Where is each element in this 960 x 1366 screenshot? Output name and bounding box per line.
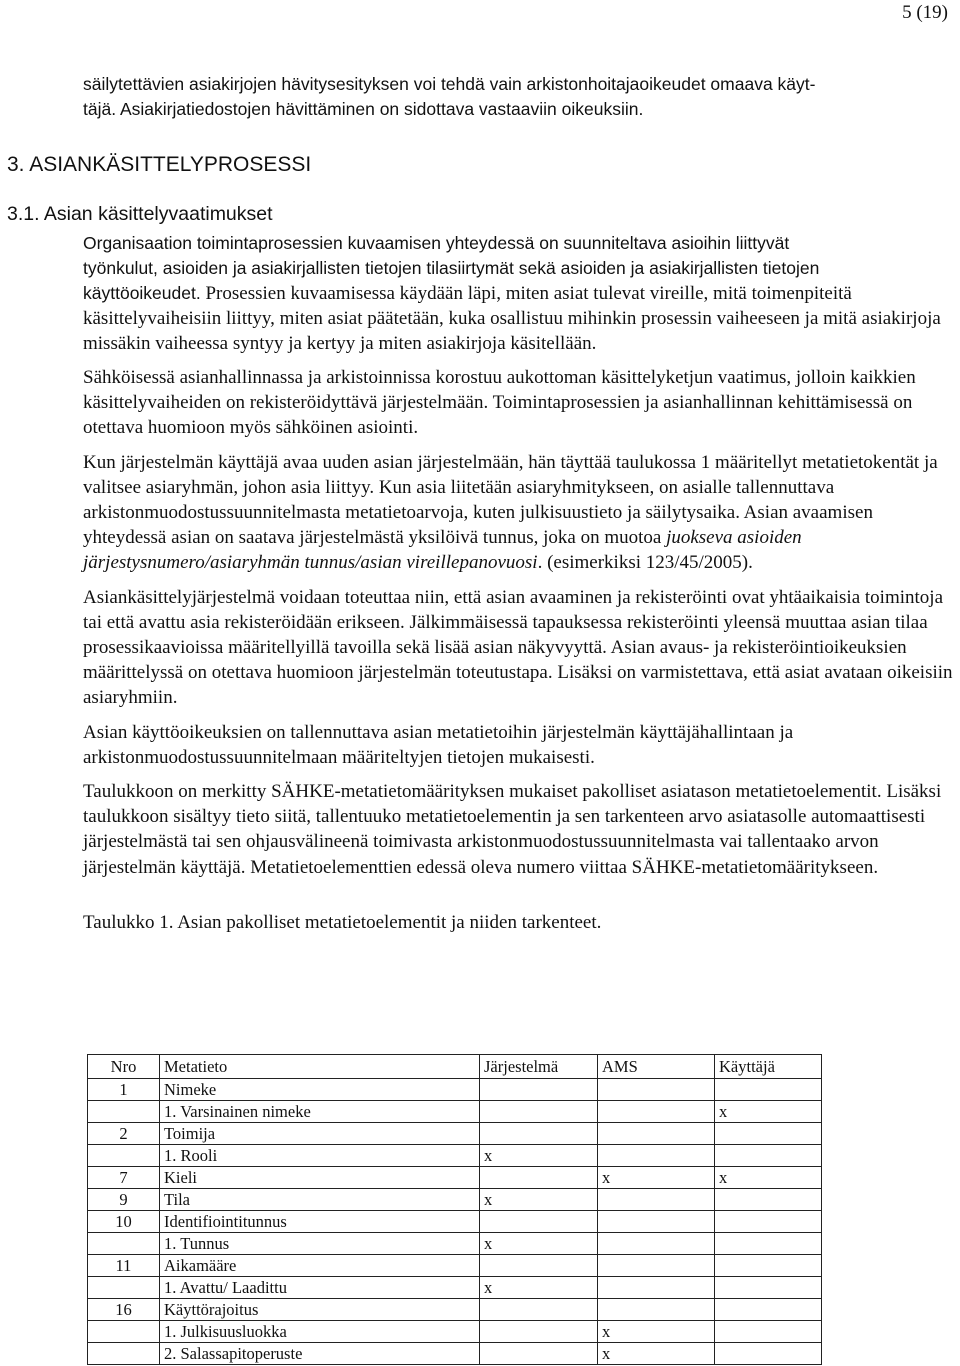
intro-line-1: säilytettävien asiakirjojen hävitysesityksen voi tehdä vain arkistonhoitajaoikeudet omaava käyt- xyxy=(83,74,816,94)
cell-metatieto: Identifiointitunnus xyxy=(160,1211,480,1233)
cell-jarjestelma xyxy=(480,1211,598,1233)
cell-jarjestelma xyxy=(480,1167,598,1189)
cell-jarjestelma xyxy=(480,1321,598,1343)
cell-kayttaja xyxy=(715,1233,822,1255)
cell-jarjestelma xyxy=(480,1343,598,1365)
cell-metatieto: Kieli xyxy=(160,1167,480,1189)
cell-ams xyxy=(598,1277,715,1299)
cell-ams xyxy=(598,1123,715,1145)
cell-nro: 10 xyxy=(88,1211,160,1233)
paragraph-1 xyxy=(83,231,953,356)
paragraph-1-line-3: käyttöoikeudet. xyxy=(83,283,201,303)
header-kayttaja: Käyttäjä xyxy=(715,1055,822,1079)
cell-metatieto: 1. Julkisuusluokka xyxy=(160,1321,480,1343)
cell-kayttaja: x xyxy=(715,1101,822,1123)
cell-kayttaja xyxy=(715,1123,822,1145)
table-row xyxy=(88,1277,822,1299)
table-row xyxy=(88,1321,822,1343)
section-heading-3: 3. ASIANKÄSITTELYPROSESSI xyxy=(7,153,312,176)
cell-jarjestelma: x xyxy=(480,1189,598,1211)
cell-nro xyxy=(88,1101,160,1123)
paragraph-3-format: juokseva asioiden järjestysnumero/asiaryhmän tunnus/asian vireillepanovuosi xyxy=(83,527,802,574)
cell-metatieto: Nimeke xyxy=(160,1079,480,1101)
cell-nro: 1 xyxy=(88,1079,160,1101)
table-row xyxy=(88,1299,822,1321)
paragraph-2: Sähköisessä asianhallinnassa ja arkistoinnissa korostuu aukottoman käsittelyketjun vaatimus, jolloin kaikkien käsittelyvaiheiden on rekisteröidyttävä järjestelmään. Toimintaprosessien ja asianhallinnan kehittämisessä on otettava huomioon myös sähköinen asiointi. xyxy=(83,367,916,439)
cell-kayttaja xyxy=(715,1299,822,1321)
cell-nro: 7 xyxy=(88,1167,160,1189)
paragraph-4: Asiankäsittelyjärjestelmä voidaan toteuttaa niin, että asian avaaminen ja rekisteröinti ovat yhtäaikaisia toimintoja tai että avattu asia rekisteröidään erikseen. Jälkimmäisessä tapauksessa rekisteröinti yleensä muuttaa asian tilaa prosessikaavioissa määritellyillä tavoilla sekä lisää asian näkyvyyttä. Asian avaus- ja rekisteröintioikeuksien määrittelyssä on otettava huomioon järjestelmän toteutustapa. Lisäksi on varmistettava, että asiat avataan oikeisiin asiaryhmiin. xyxy=(83,586,953,709)
table-row xyxy=(88,1101,822,1123)
paragraph-5: Asian käyttöoikeuksien on tallennuttava asian metatietoihin järjestelmän käyttäjähallintaan ja arkistonmuodostussuunnitelmaan määriteltyjen tietojen mukaisesti. xyxy=(83,721,794,768)
header-jarjestelma: Järjestelmä xyxy=(480,1055,598,1079)
cell-metatieto: 1. Rooli xyxy=(160,1145,480,1167)
cell-ams xyxy=(598,1299,715,1321)
cell-nro xyxy=(88,1233,160,1255)
cell-metatieto: 1. Varsinainen nimeke xyxy=(160,1101,480,1123)
table-row xyxy=(88,1079,822,1101)
cell-metatieto: Käyttörajoitus xyxy=(160,1299,480,1321)
table-row xyxy=(88,1233,822,1255)
cell-kayttaja xyxy=(715,1255,822,1277)
cell-metatieto: Toimija xyxy=(160,1123,480,1145)
cell-ams xyxy=(598,1233,715,1255)
cell-nro: 2 xyxy=(88,1123,160,1145)
cell-kayttaja xyxy=(715,1145,822,1167)
table-row xyxy=(88,1189,822,1211)
intro-paragraph xyxy=(83,72,953,122)
table-row xyxy=(88,1343,822,1365)
cell-jarjestelma: x xyxy=(480,1233,598,1255)
cell-ams: x xyxy=(598,1343,715,1365)
cell-jarjestelma xyxy=(480,1299,598,1321)
cell-kayttaja xyxy=(715,1321,822,1343)
table-header-row xyxy=(88,1055,822,1079)
cell-kayttaja xyxy=(715,1211,822,1233)
cell-nro: 16 xyxy=(88,1299,160,1321)
cell-nro xyxy=(88,1321,160,1343)
table-body xyxy=(88,1079,822,1365)
cell-ams xyxy=(598,1101,715,1123)
cell-ams xyxy=(598,1255,715,1277)
cell-ams xyxy=(598,1211,715,1233)
header-ams: AMS xyxy=(598,1055,715,1079)
page-number: 5 (19) xyxy=(902,2,948,23)
metadata-table xyxy=(87,1054,822,1365)
section-heading-3-1: 3.1. Asian käsittelyvaatimukset xyxy=(7,203,273,225)
cell-nro: 11 xyxy=(88,1255,160,1277)
document-body xyxy=(7,72,953,936)
cell-kayttaja xyxy=(715,1343,822,1365)
cell-kayttaja xyxy=(715,1277,822,1299)
cell-jarjestelma xyxy=(480,1123,598,1145)
paragraph-3 xyxy=(83,450,953,576)
table-row xyxy=(88,1255,822,1277)
cell-jarjestelma xyxy=(480,1255,598,1277)
paragraph-3-example: . (esimerkiksi 123/45/2005). xyxy=(537,552,753,574)
cell-nro xyxy=(88,1145,160,1167)
table-caption: Taulukko 1. Asian pakolliset metatietoelementit ja niiden tarkenteet. xyxy=(83,911,602,933)
paragraph-1-line-2: työnkulut, asioiden ja asiakirjallisten tietojen tilasiirtymät sekä asioiden ja asiakirjallisten tietojen xyxy=(83,258,820,278)
table-row xyxy=(88,1211,822,1233)
paragraph-1-line-1: Organisaation toimintaprosessien kuvaamisen yhteydessä on suunniteltava asioihin liittyvät xyxy=(83,233,790,253)
cell-jarjestelma: x xyxy=(480,1277,598,1299)
cell-ams xyxy=(598,1189,715,1211)
cell-metatieto: Tila xyxy=(160,1189,480,1211)
header-metatieto: Metatieto xyxy=(160,1055,480,1079)
cell-metatieto: 1. Tunnus xyxy=(160,1233,480,1255)
cell-kayttaja xyxy=(715,1189,822,1211)
cell-jarjestelma: x xyxy=(480,1145,598,1167)
cell-ams xyxy=(598,1145,715,1167)
cell-metatieto: 2. Salassapitoperuste xyxy=(160,1343,480,1365)
table-row xyxy=(88,1145,822,1167)
paragraph-3-text: Kun järjestelmän käyttäjä avaa uuden asian järjestelmään, hän täyttää taulukossa 1 määritellyt metatietokentät ja valitsee asiaryhmän, johon asia liittyy. Kun asia liitetään asiaryhmitykseen, on asialle tallennuttava arkistonmuodostussuunnitelmasta metatietoarvoja, kuten julkisuustieto ja säilytysaika. Asian avaamisen yhteydessä asian on saatava järjestelmästä yksilöivä tunnus, joka on muotoa xyxy=(83,451,938,549)
cell-metatieto: Aikamääre xyxy=(160,1255,480,1277)
intro-line-2: täjä. Asiakirjatiedostojen hävittäminen on sidottava vastaaviin oikeuksiin. xyxy=(83,99,644,119)
cell-kayttaja: x xyxy=(715,1167,822,1189)
cell-nro xyxy=(88,1343,160,1365)
paragraph-6: Taulukkoon on merkitty SÄHKE-metatietomäärityksen mukaiset pakolliset asiatason metatietoelementit. Lisäksi taulukkoon sisältyy tieto siitä, tallentuuko metatietoelementin ja sen tarkenteen arvo asiatasolle automaattisesti järjestelmästä tai sen ohjausvälineenä toimivasta arkistonmuodostussuunnitelmasta vai tallentaako arvon järjestelmän käyttäjä. Metatietoelementtien edessä oleva numero viittaa SÄHKE-metatietomääritykseen. xyxy=(83,781,942,878)
cell-kayttaja xyxy=(715,1079,822,1101)
cell-jarjestelma xyxy=(480,1101,598,1123)
paragraph-1-rest: Prosessien kuvaamisessa käydään läpi, miten asiat tulevat vireille, mitä toimenpiteitä käsittelyvaiheisiin liittyy, miten asiat päätetään, kuka osallistuu mihinkin prosessin vaiheeseen ja mitä asiakirjoja missäkin vaiheessa syntyy ja kertyy ja miten asiakirjoja käsitellään. xyxy=(83,283,941,354)
cell-metatieto: 1. Avattu/ Laadittu xyxy=(160,1277,480,1299)
cell-ams xyxy=(598,1079,715,1101)
cell-ams: x xyxy=(598,1321,715,1343)
cell-jarjestelma xyxy=(480,1079,598,1101)
cell-nro: 9 xyxy=(88,1189,160,1211)
table-row xyxy=(88,1167,822,1189)
cell-ams: x xyxy=(598,1167,715,1189)
table-row xyxy=(88,1123,822,1145)
cell-nro xyxy=(88,1277,160,1299)
header-nro: Nro xyxy=(88,1055,160,1079)
